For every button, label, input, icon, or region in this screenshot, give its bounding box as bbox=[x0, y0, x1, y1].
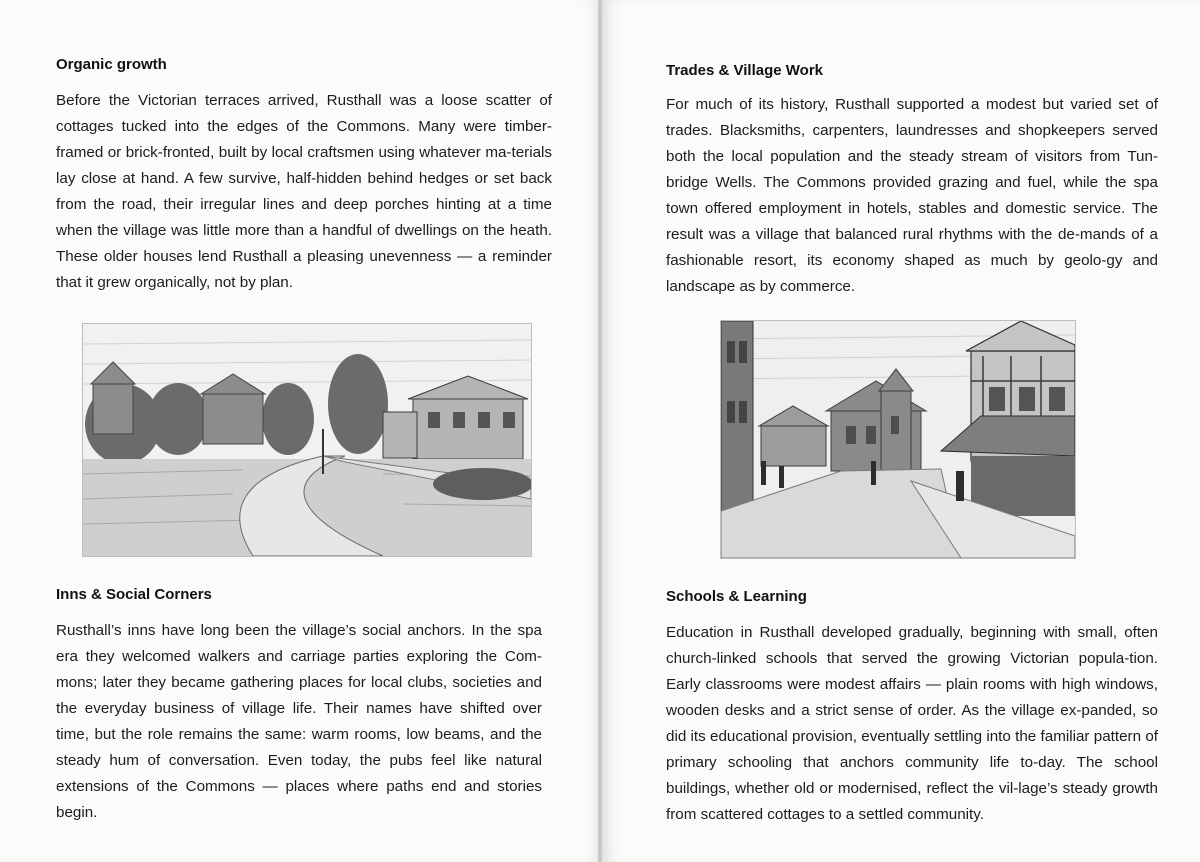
paragraph-inns-social-corners: Rusthall’s inns have long been the village’s social anchors. In the spa era they welcomed walkers and carriage parties exploring the Com-mons; later they became gathering places for local clubs, societies and the everyday business of village life. Their names have shifted over time, but the role remains the same: warm rooms, low beams, and the steady hum of conversation. Even today, the pubs feel like natural extensions of the Commons — places where paths end and stories begin. bbox=[56, 622, 542, 821]
illustration-road-across-common bbox=[82, 323, 532, 557]
street-sketch-drawing bbox=[721, 321, 1075, 558]
road-sketch-drawing bbox=[83, 324, 531, 556]
paragraph-trades-village-work: For much of its history, Rusthall supported a modest but varied set of trades. Blacksmiths, carpenters, laundresses and shopkeepers served both the local population and the steady stream of visitors from Tun-bridge Wells. The Commons provided grazing and fuel, while the spa town offered employment in hotels, stables and domestic service. The result was a village that balanced rural rhythms with the de-mands of a fashionable resort, its economy shaped as much by geolo-gy and landscape as by commerce. bbox=[666, 96, 1158, 295]
heading-schools-learning: Schools & Learning bbox=[666, 588, 807, 605]
right-page bbox=[602, 0, 1200, 862]
heading-trades-village-work: Trades & Village Work bbox=[666, 62, 824, 79]
left-page bbox=[0, 0, 598, 862]
illustration-village-street bbox=[720, 320, 1076, 559]
heading-organic-growth: Organic growth bbox=[56, 56, 167, 73]
heading-inns-social-corners: Inns & Social Corners bbox=[56, 586, 212, 603]
paragraph-schools-learning: Education in Rusthall developed gradually, beginning with small, often church-linked schools that served the growing Victorian popula-tion. Early classrooms were modest affairs — plain rooms with high windows, wooden desks and a strict sense of order. As the village ex-panded, so did its educational provision, eventually settling into the familiar pattern of primary schooling that anchors community life to-day. The school buildings, whether old or modernised, reflect the vil-lage’s steady growth from scattered cottages to a settled community. bbox=[666, 624, 1158, 823]
paragraph-organic-growth: Before the Victorian terraces arrived, Rusthall was a loose scatter of cottages tucked into the edges of the Commons. Many were timber-framed or brick-fronted, built by local craftsmen using whatever ma-terials lay close at hand. A few survive, half-hidden behind hedges or set back from the road, their irregular lines and deep porches hinting at a time when the village was little more than a handful of dwellings on the heath. These older houses lend Rusthall a pleasing unevenness — a reminder that it grew organically, not by plan. bbox=[56, 92, 552, 291]
